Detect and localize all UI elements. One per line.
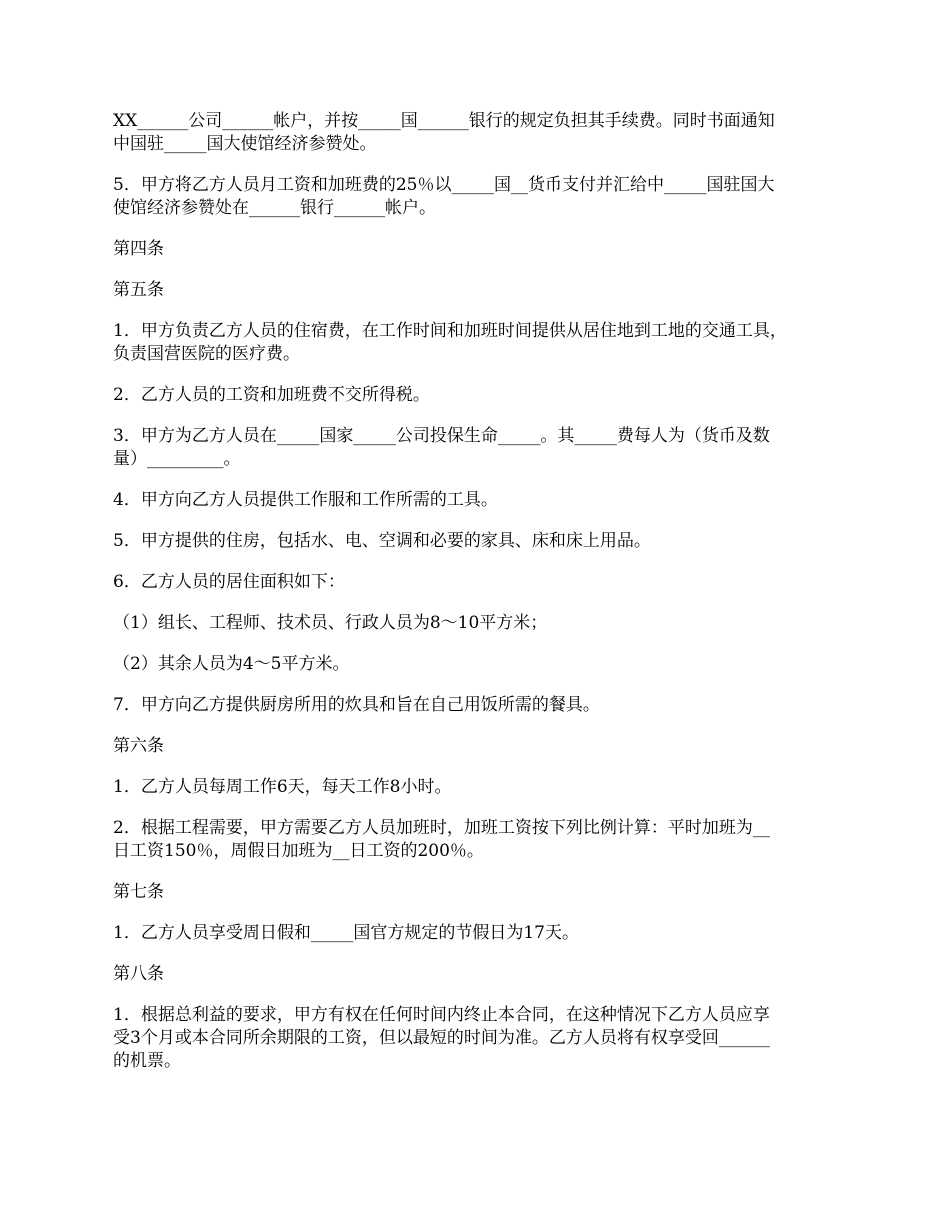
- paragraph-line: 量）_________。: [113, 449, 241, 469]
- paragraph: [113, 384, 840, 407]
- paragraph-line: 1．根据总利益的要求，甲方有权在任何时间内终止本合同，在这种情况下乙方人员应享: [113, 1005, 770, 1025]
- paragraph-line: 第四条: [113, 239, 164, 259]
- paragraph-line: 第七条: [113, 882, 164, 902]
- paragraph: [113, 174, 840, 220]
- paragraph-line: 3．甲方为乙方人员在_____国家_____公司投保生命_____。其_____费每人为（货币及数: [113, 426, 770, 446]
- paragraph-line: 第八条: [113, 964, 164, 984]
- paragraph-line: 7．甲方向乙方提供厨房所用的炊具和旨在自己用饭所需的餐具。: [113, 695, 600, 715]
- paragraph-line: XX______公司______帐户，并按_____国______银行的规定负担其手续费。同时书面通知: [113, 111, 775, 131]
- paragraph-line: 6．乙方人员的居住面积如下：: [113, 572, 345, 592]
- paragraph: [113, 963, 840, 986]
- paragraph-line: 受3个月或本合同所余期限的工资，但以最短的时间为准。乙方人员将有权享受回______: [113, 1028, 770, 1048]
- document-body: [113, 110, 840, 1091]
- paragraph: [113, 571, 840, 594]
- paragraph: [113, 530, 840, 553]
- paragraph: [113, 735, 840, 758]
- paragraph-line: 5．甲方提供的住房，包括水、电、空调和必要的家具、床和床上用品。: [113, 531, 651, 551]
- paragraph: [113, 694, 840, 717]
- paragraph: [113, 110, 840, 156]
- paragraph: [113, 612, 840, 635]
- paragraph-line: （2）其余人员为4～5平方米。: [113, 654, 350, 674]
- paragraph-line: 2．根据工程需要，甲方需要乙方人员加班时，加班工资按下列比例计算：平时加班为__: [113, 818, 770, 838]
- paragraph-line: 中国驻_____国大使馆经济参赞处。: [113, 134, 377, 154]
- paragraph-line: 负责国营医院的医疗费。: [113, 344, 300, 364]
- paragraph: [113, 1004, 840, 1073]
- paragraph-line: 5．甲方将乙方人员月工资和加班费的25％以_____国__货币支付并汇给中_____国驻国大: [113, 175, 775, 195]
- paragraph: [113, 776, 840, 799]
- paragraph-line: 1．乙方人员享受周日假和_____国官方规定的节假日为17天。: [113, 923, 579, 943]
- paragraph: [113, 817, 840, 863]
- paragraph-line: 使馆经济参赞处在______银行______帐户。: [113, 198, 436, 218]
- paragraph: [113, 320, 840, 366]
- paragraph-line: 1．甲方负责乙方人员的住宿费，在工作时间和加班时间提供从居住地到工地的交通工具，: [113, 321, 787, 341]
- paragraph-line: 第六条: [113, 736, 164, 756]
- paragraph-line: 4．甲方向乙方人员提供工作服和工作所需的工具。: [113, 490, 498, 510]
- paragraph-line: 的机票。: [113, 1051, 181, 1071]
- paragraph-line: （1）组长、工程师、技术员、行政人员为8～10平方米；: [113, 613, 548, 633]
- paragraph: [113, 238, 840, 261]
- paragraph: [113, 653, 840, 676]
- paragraph: [113, 489, 840, 512]
- paragraph-line: 日工资150％，周假日加班为__日工资的200％。: [113, 841, 484, 861]
- paragraph-line: 1．乙方人员每周工作6天，每天工作8小时。: [113, 777, 452, 797]
- paragraph-line: 2．乙方人员的工资和加班费不交所得税。: [113, 385, 430, 405]
- paragraph: [113, 881, 840, 904]
- paragraph: [113, 425, 840, 471]
- paragraph-line: 第五条: [113, 280, 164, 300]
- paragraph: [113, 922, 840, 945]
- paragraph: [113, 279, 840, 302]
